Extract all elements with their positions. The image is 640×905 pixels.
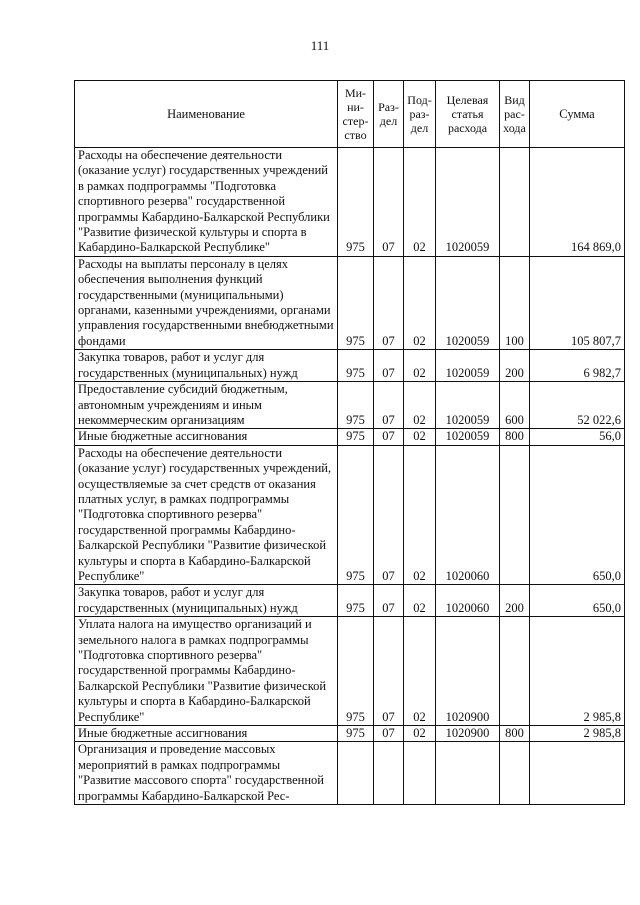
expense-type-cell: 800 (500, 429, 530, 445)
expense-type-cell: 100 (500, 256, 530, 349)
ministry-cell: 975 (338, 726, 374, 742)
expense-type-cell (500, 445, 530, 585)
ministry-cell: 975 (338, 429, 374, 445)
target-cell: 1020060 (436, 585, 500, 617)
expense-type-cell: 200 (500, 585, 530, 617)
name-cell: Предоставление субсидий бюджетным, автономным учреждениям и иным некоммерческим организациям (75, 382, 338, 429)
subsection-cell: 02 (404, 445, 436, 585)
subsection-cell: 02 (404, 429, 436, 445)
section-cell: 07 (374, 429, 404, 445)
amount-cell (530, 742, 625, 805)
table-row (75, 617, 625, 726)
table-row (75, 382, 625, 429)
ministry-cell: 975 (338, 256, 374, 349)
subsection-cell (404, 742, 436, 805)
ministry-cell: 975 (338, 445, 374, 585)
table-row (75, 256, 625, 349)
name-cell: Иные бюджетные ассигнования (75, 429, 338, 445)
table-row (75, 585, 625, 617)
amount-cell: 164 869,0 (530, 148, 625, 257)
target-cell: 1020059 (436, 382, 500, 429)
section-cell: 07 (374, 350, 404, 382)
target-cell: 1020060 (436, 445, 500, 585)
name-cell: Расходы на обеспечение деятельности (оказание услуг) государственных учреждений в рамках подпрограммы "Подготовка спортивного резерва" государственной программы Кабардино-Балкарской Республики "Развитие физической культуры и спорта в Кабардино-Балкарской Республике" (75, 148, 338, 257)
table-row (75, 350, 625, 382)
header-section: Раз- дел (374, 81, 404, 148)
amount-cell: 650,0 (530, 445, 625, 585)
name-cell: Иные бюджетные ассигнования (75, 726, 338, 742)
target-cell: 1020900 (436, 617, 500, 726)
target-cell: 1020059 (436, 350, 500, 382)
target-cell: 1020059 (436, 148, 500, 257)
amount-cell: 6 982,7 (530, 350, 625, 382)
amount-cell: 56,0 (530, 429, 625, 445)
ministry-cell: 975 (338, 585, 374, 617)
section-cell: 07 (374, 148, 404, 257)
section-cell: 07 (374, 256, 404, 349)
subsection-cell: 02 (404, 148, 436, 257)
subsection-cell: 02 (404, 256, 436, 349)
table-row (75, 445, 625, 585)
section-cell (374, 742, 404, 805)
expense-type-cell (500, 617, 530, 726)
section-cell: 07 (374, 445, 404, 585)
section-cell: 07 (374, 382, 404, 429)
section-cell: 07 (374, 726, 404, 742)
name-cell: Расходы на выплаты персоналу в целях обеспечения выполнения функций государственными (муниципальными) органами, казенными учреждениями, органами управления государственными внебюджетными фондами (75, 256, 338, 349)
target-cell (436, 742, 500, 805)
amount-cell: 105 807,7 (530, 256, 625, 349)
amount-cell: 52 022,6 (530, 382, 625, 429)
amount-cell: 2 985,8 (530, 726, 625, 742)
table-row (75, 429, 625, 445)
header-amount: Сумма (530, 81, 625, 148)
subsection-cell: 02 (404, 350, 436, 382)
section-cell: 07 (374, 617, 404, 726)
target-cell: 1020059 (436, 429, 500, 445)
header-name: Наименование (75, 81, 338, 148)
expense-type-cell (500, 742, 530, 805)
subsection-cell: 02 (404, 585, 436, 617)
expense-type-cell: 800 (500, 726, 530, 742)
subsection-cell: 02 (404, 382, 436, 429)
target-cell: 1020900 (436, 726, 500, 742)
name-cell: Расходы на обеспечение деятельности (оказание услуг) государственных учреждений, осуществляемые за счет средств от оказания платных услуг, в рамках подпрограммы "Подготовка спортивного резерва" государственной программы Кабардино-Балкарской Республики "Развитие физической культуры и спорта в Кабардино-Балкарской Республике" (75, 445, 338, 585)
expense-type-cell (500, 148, 530, 257)
header-ministry: Ми- ни- стер- ство (338, 81, 374, 148)
expense-type-cell: 200 (500, 350, 530, 382)
section-cell: 07 (374, 585, 404, 617)
subsection-cell: 02 (404, 617, 436, 726)
amount-cell: 650,0 (530, 585, 625, 617)
ministry-cell: 975 (338, 350, 374, 382)
budget-table (74, 80, 625, 805)
name-cell: Закупка товаров, работ и услуг для государственных (муниципальных) нужд (75, 350, 338, 382)
page-number: 111 (310, 38, 330, 53)
ministry-cell: 975 (338, 148, 374, 257)
name-cell: Уплата налога на имущество организаций и земельного налога в рамках подпрограммы "Подготовка спортивного резерва" государственной программы Кабардино-Балкарской Республики "Развитие физической культуры и спорта в Кабардино-Балкарской Республике" (75, 617, 338, 726)
ministry-cell: 975 (338, 617, 374, 726)
amount-cell: 2 985,8 (530, 617, 625, 726)
table-row (75, 148, 625, 257)
header-target: Целевая статья расхода (436, 81, 500, 148)
name-cell: Закупка товаров, работ и услуг для государственных (муниципальных) нужд (75, 585, 338, 617)
name-cell: Организация и проведение массовых мероприятий в рамках подпрограммы "Развитие массового спорта" государственной программы Кабардино-Балкарской Рес- (75, 742, 338, 805)
target-cell: 1020059 (436, 256, 500, 349)
expense-type-cell: 600 (500, 382, 530, 429)
table-row (75, 726, 625, 742)
table-header-row (75, 81, 625, 148)
table-row (75, 742, 625, 805)
header-subsection: Под- раз- дел (404, 81, 436, 148)
ministry-cell: 975 (338, 382, 374, 429)
header-expense-type: Вид рас- хода (500, 81, 530, 148)
ministry-cell (338, 742, 374, 805)
subsection-cell: 02 (404, 726, 436, 742)
